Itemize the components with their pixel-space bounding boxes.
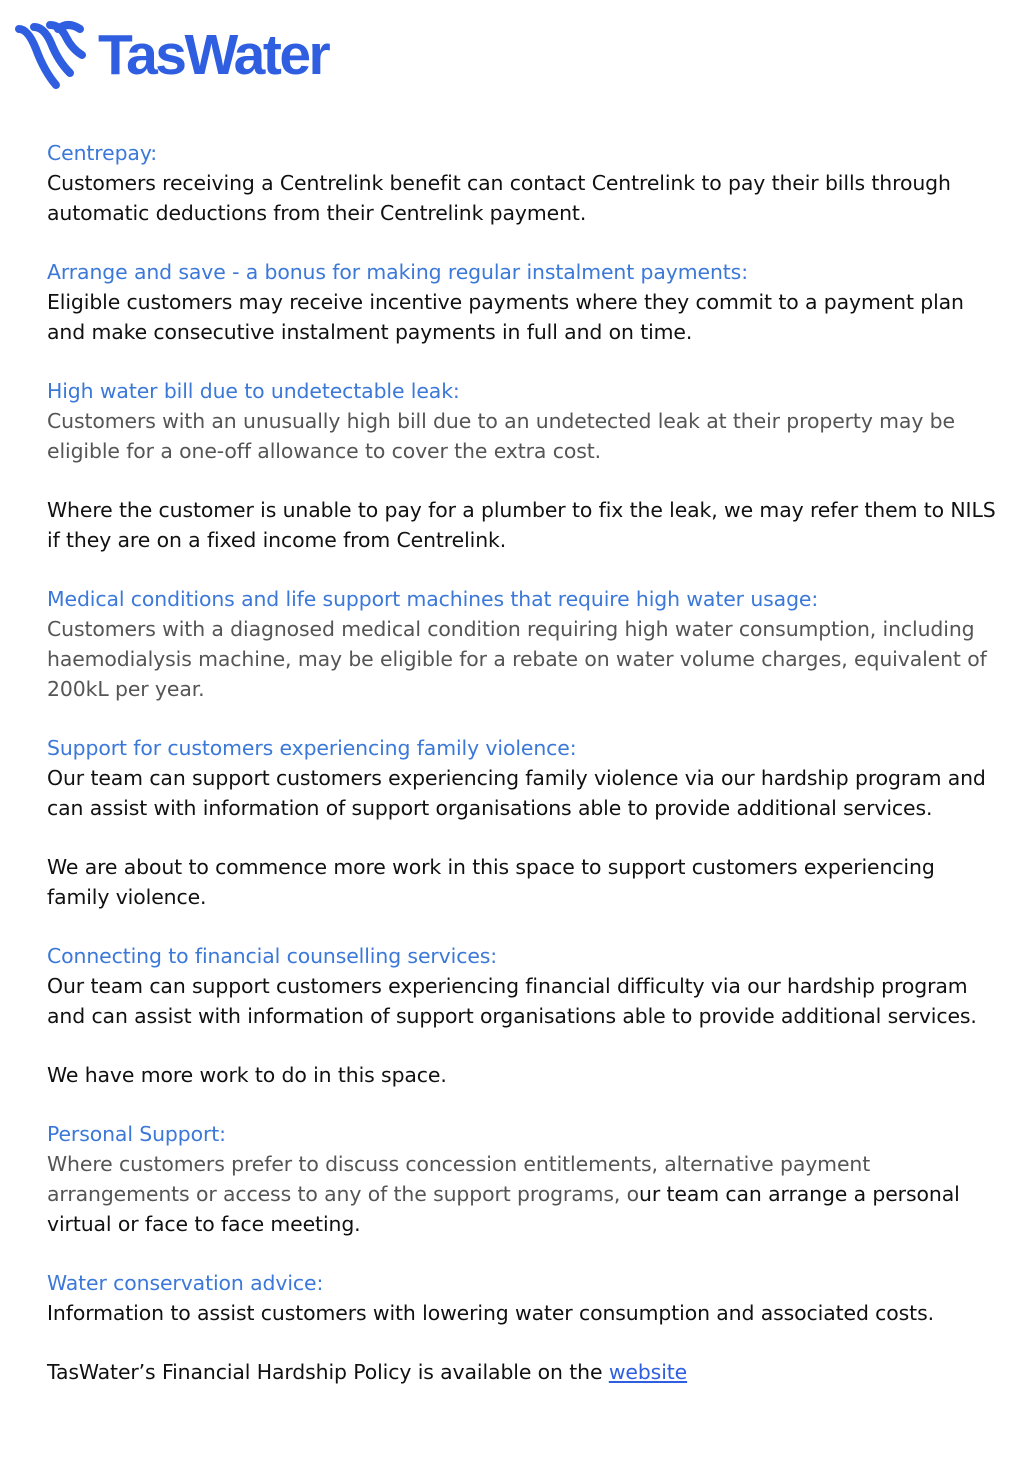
section-body: We are about to commence more work in this space to support customers experiencing family violence.: [47, 855, 935, 909]
section-family-violence: [47, 733, 997, 823]
section-heading: Centrepay:: [47, 141, 158, 165]
section-body: Where the customer is unable to pay for a plumber to fix the leak, we may refer them to NILS if they are on a fixed income from Centrelink.: [47, 498, 996, 552]
section-personal-support: [47, 1119, 997, 1239]
taswater-logo: [14, 18, 328, 92]
section-heading: Water conservation advice:: [47, 1271, 324, 1295]
footer-policy-line: [47, 1357, 997, 1387]
section-counselling: [47, 941, 997, 1031]
section-body-muted: Where customers prefer to discuss concession entitlements, alternative payment arrangements or access to any of the support programs, o: [47, 1152, 871, 1206]
section-body: Customers with an unusually high bill due to an undetected leak at their property may be eligible for a one-off allowance to cover the extra cost.: [47, 409, 955, 463]
section-arrange-and-save: [47, 257, 997, 347]
section-heading: Connecting to financial counselling services:: [47, 944, 498, 968]
section-body: Our team can support customers experiencing family violence via our hardship program and can assist with information of support organisations able to provide additional services.: [47, 766, 986, 820]
website-link[interactable]: website: [608, 1360, 688, 1384]
section-counselling-note: [47, 1060, 997, 1090]
section-body: Customers with a diagnosed medical condition requiring high water consumption, including haemodialysis machine, may be eligible for a rebate on water volume charges, equivalent of 200kL per year.: [47, 617, 987, 701]
section-heading: Medical conditions and life support machines that require high water usage:: [47, 587, 819, 611]
footer-text: TasWater’s Financial Hardship Policy is available on the: [47, 1360, 609, 1384]
section-family-violence-note: [47, 852, 997, 912]
section-heading: Personal Support:: [47, 1122, 226, 1146]
section-medical: [47, 584, 997, 704]
section-heading: Arrange and save - a bonus for making regular instalment payments:: [47, 260, 748, 284]
brand-name: TasWater: [98, 22, 329, 87]
section-body: Information to assist customers with lowering water consumption and associated costs.: [47, 1301, 934, 1325]
document-body: [47, 138, 997, 1416]
section-heading: High water bill due to undetectable leak:: [47, 379, 460, 403]
section-body: Eligible customers may receive incentive payments where they commit to a payment plan and make consecutive instalment payments in full and on time.: [47, 290, 964, 344]
section-body: Customers receiving a Centrelink benefit can contact Centrelink to pay their bills through automatic deductions from their Centrelink payment.: [47, 171, 951, 225]
section-body-rest: ur team can arrange a personal virtual or face to face meeting.: [47, 1182, 960, 1236]
section-leak: [47, 376, 997, 466]
section-body: [47, 1149, 997, 1239]
section-body: We have more work to do in this space.: [47, 1063, 447, 1087]
section-centrepay: [47, 138, 997, 228]
section-leak-nils: [47, 495, 997, 555]
section-heading: Support for customers experiencing family violence:: [47, 736, 577, 760]
section-conservation: [47, 1268, 997, 1328]
section-body: Our team can support customers experiencing financial difficulty via our hardship program and can assist with information of support organisations able to provide additional services.: [47, 974, 977, 1028]
taswater-wave-logo-icon: [14, 19, 86, 91]
